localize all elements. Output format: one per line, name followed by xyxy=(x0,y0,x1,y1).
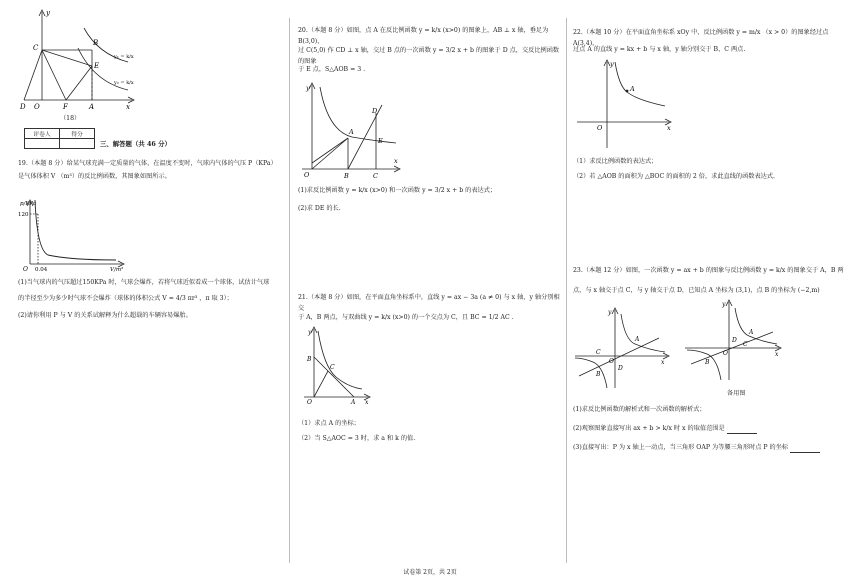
q22-graph-label-y: y xyxy=(610,60,614,68)
q22-graph-label-x: x xyxy=(667,124,671,132)
q21-sub1: （1）求点 A 的坐标； xyxy=(298,420,360,427)
q19-line2: 是气体体积 V （m³）的反比例函数，其图象如图所示。 xyxy=(18,173,171,180)
q23-g1-label-c: C xyxy=(596,349,601,356)
q20-line1: 20.（本题 8 分）如图，点 A 在反比例函数 y = k/x (x>0) 的图象上，AB ⊥ x 轴，垂足为 B(3,0)， xyxy=(298,27,549,45)
q19-sub1-line1: (1)当气球内的气压超过150KPa 时，气球会爆炸，若将气球近似看成一个球体，试估计气球 xyxy=(18,279,270,286)
fig18-caption: （18） xyxy=(60,115,81,122)
fig18-label-a: A xyxy=(89,103,95,111)
q19-graph-origin: O xyxy=(23,266,28,273)
q23-g1-label-a: A xyxy=(635,336,640,343)
column-middle xyxy=(298,0,560,565)
q19-graph-xtick: 0.04 xyxy=(35,267,48,273)
fig18-label-x: x xyxy=(126,103,130,111)
q23-graph-main xyxy=(573,306,673,390)
q20-graph-label-y: y xyxy=(306,84,310,92)
q20-graph-label-o: O xyxy=(304,171,310,179)
q23-g1-label-y: y xyxy=(608,309,612,316)
q23-g1-label-d: D xyxy=(618,365,623,372)
q20-line3: 于 E 点，S△AOB = 3 . xyxy=(298,66,366,73)
q23-g1-label-b: B xyxy=(596,371,601,378)
q23-sub3: (3)直接写出：P 为 x 轴上一动点，当三角形 OAP 为等腰三角形时点 P 的坐标 xyxy=(573,444,789,451)
column-divider-1 xyxy=(289,18,290,563)
q19-graph-ytick: 120 xyxy=(18,212,29,218)
q23-sub3-answer-blank[interactable] xyxy=(790,445,820,453)
fig18-label-f: F xyxy=(63,103,68,111)
score-table xyxy=(24,128,95,149)
q19-sub2: (2)请你利用 P 与 V 的关系试解释为什么超载的车辆容易爆胎。 xyxy=(18,312,192,319)
q21-line1: 21.（本题 8 分）如图，在平面直角坐标系中，直线 y = ax − 3a (a ≠ 0) 与 x 轴，y 轴分别相交 xyxy=(298,294,560,312)
column-divider-2 xyxy=(566,18,567,563)
score-table-cell-score[interactable] xyxy=(60,139,95,149)
q23-sub2-answer-blank[interactable] xyxy=(727,426,757,434)
q23-g2-label-y: y xyxy=(722,301,726,308)
fig18-label-e: E xyxy=(94,62,100,70)
q20-graph-label-d: D xyxy=(372,107,378,115)
q23-line1: 23.（本题 12 分）如图，一次函数 y = ax + b 的图象与反比例函数 y = k/x 的图象交于 A，B 两 xyxy=(573,267,844,274)
q23-sub1: (1)求反比例函数的解析式和一次函数的解析式； xyxy=(573,406,706,413)
q20-graph xyxy=(298,83,404,179)
score-table-header-grader: 评卷人 xyxy=(25,129,60,139)
q23-g2-label-x: x xyxy=(775,351,779,358)
q22-point-a xyxy=(626,90,629,93)
figure-18 xyxy=(20,4,150,111)
q21-graph-label-x: x xyxy=(365,399,369,406)
fig18-label-d: D xyxy=(20,103,26,111)
score-table-cell-grader[interactable] xyxy=(25,139,60,149)
q20-sub2: (2)求 DE 的长. xyxy=(298,205,341,212)
q21-graph-label-o: O xyxy=(307,399,312,406)
q23-sub2-row xyxy=(573,423,757,434)
q23-g1-label-o: O xyxy=(609,358,614,365)
fig18-label-y: y xyxy=(46,9,50,17)
q19-graph-ylabel: p/KPa xyxy=(20,201,37,207)
fig18-label-b: B xyxy=(93,39,99,47)
q23-spare-caption: 备用图 xyxy=(727,390,746,397)
q22-graph-label-a: A xyxy=(630,85,635,93)
q19-sub1-line2: 的半径至少为多少时气球不会爆炸（球体的体积公式 V = 4/3 πr³ ，π 取 3）； xyxy=(18,295,233,302)
q21-graph-label-y: y xyxy=(308,329,312,336)
q20-line2: 过 C(5,0) 作 CD ⊥ x 轴，交过 B 点的一次函数 y = 3/2 x + b 的图象于 D 点，交反比例函数的图象 xyxy=(298,47,560,65)
q19-line1: 19.（本题 8 分）给某气球充满一定质量的气体，在温度不变时，气球内气体的气压 P（KPa） xyxy=(18,160,277,167)
q22-sub1: （1）求反比例函数的表达式； xyxy=(573,158,658,165)
q21-line2: 于 A，B 两点，与双曲线 y = k/x (x>0) 的一个交点为 C，且 BC = 1/2 AC . xyxy=(298,314,514,321)
q23-g2-label-o: O xyxy=(723,350,728,357)
q22-line2: 过点 A 的直线 y = kx + b 与 x 轴，y 轴分别交于 B，C 两点. xyxy=(573,46,746,53)
q20-graph-label-x: x xyxy=(394,157,398,165)
q20-sub1: (1)求反比例函数 y = k/x (x>0) 和一次函数 y = 3/2 x + b 的表达式； xyxy=(298,187,497,194)
q23-g2-label-b: B xyxy=(705,359,710,366)
section3-heading: 三、解答题（共 46 分） xyxy=(100,140,171,148)
q19-graph xyxy=(18,198,128,272)
q21-graph-label-a: A xyxy=(351,399,356,406)
q20-graph-label-e: E xyxy=(378,137,383,145)
column-right xyxy=(573,0,845,565)
q21-graph-label-b: B xyxy=(307,356,312,363)
q23-line2: 点，与 x 轴交于点 C，与 y 轴交于点 D，已知点 A 坐标为 (3,1)，点 B 的坐标为 (−2,m) xyxy=(573,287,820,294)
q20-graph-label-a: A xyxy=(349,128,354,136)
q21-graph-label-c: C xyxy=(330,364,335,371)
q22-graph xyxy=(575,56,675,152)
fig18-label-y2: y₂ = k/x xyxy=(114,80,134,86)
q22-sub2: （2）若 △AOB 的面积为 △BOC 的面积的 2 倍，求此直线的函数表达式. xyxy=(573,173,776,180)
fig18-label-y1: y₁ = k/x xyxy=(114,54,134,60)
q22-line1: 22.（本题 10 分）在平面直角坐标系 xOy 中，反比例函数 y = m/x （x > 0）的图象经过点 A(3,4)， xyxy=(573,29,829,47)
q21-graph xyxy=(300,327,372,405)
score-table-header-score: 得分 xyxy=(60,129,95,139)
q20-graph-label-c: C xyxy=(373,172,378,180)
q19-graph-xlabel: V/m³ xyxy=(110,267,124,273)
column-left xyxy=(18,0,280,565)
fig18-label-o: O xyxy=(34,103,40,111)
q23-g1-label-x: x xyxy=(661,359,665,366)
q21-sub2: （2）当 S△AOC = 3 时，求 a 和 k 的值. xyxy=(298,435,416,442)
q23-g2-label-d: D xyxy=(732,337,737,344)
q23-graph-spare xyxy=(683,298,783,382)
page-footer: 试卷第 2页，共 2页 xyxy=(403,569,457,576)
fig18-label-c: C xyxy=(33,44,39,52)
q23-sub2: (2)观察图象直接写出 ax + b > k/x 时 x 的取值范围是 xyxy=(573,425,725,432)
q23-g2-label-a: A xyxy=(749,329,754,336)
q23-sub3-row xyxy=(573,442,820,453)
q20-graph-label-b: B xyxy=(344,172,349,180)
q23-g2-label-c: C xyxy=(743,341,748,348)
q22-graph-label-o: O xyxy=(597,124,603,132)
